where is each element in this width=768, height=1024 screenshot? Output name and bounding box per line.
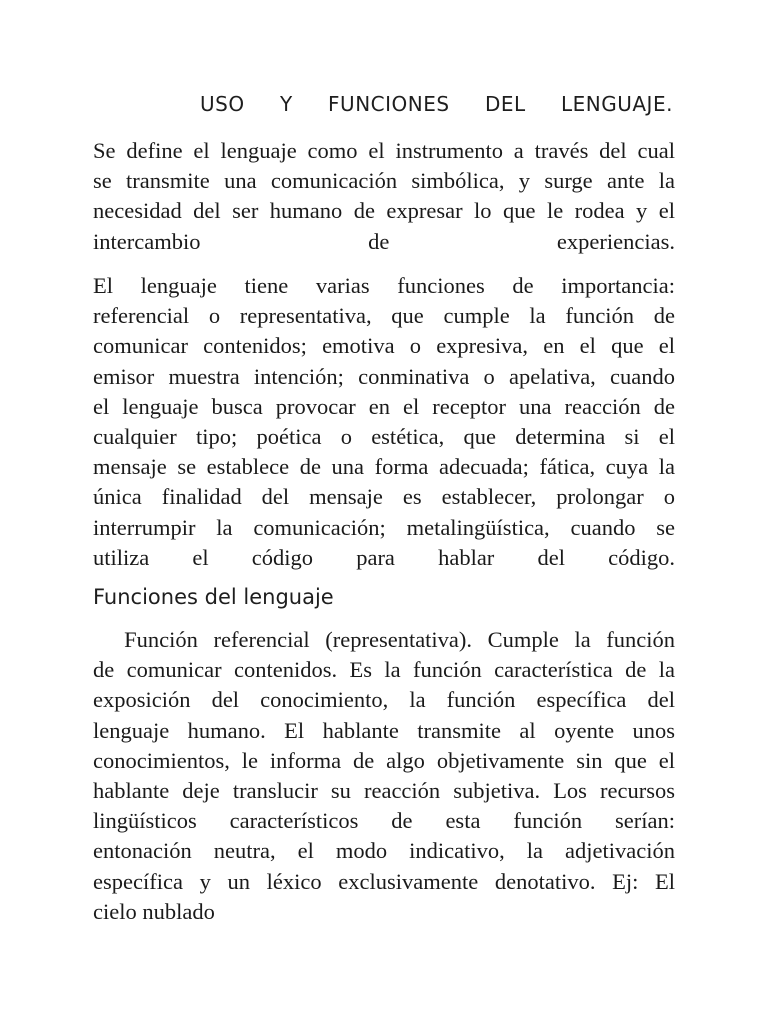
title-word: USO (200, 92, 245, 116)
text-line: entonación neutra, el modo indicativo, la adjetivación (93, 838, 675, 864)
text-line: lenguaje humano. El hablante transmite al oyente unos (93, 717, 675, 743)
text-line: Se define el lenguaje como el instrumento a través del cual (93, 138, 675, 163)
text-line: conocimientos, le informa de algo objetivamente sin que el (93, 747, 675, 773)
text-line: El lenguaje tiene varias funciones de importancia: (93, 273, 675, 298)
section-heading: Funciones del lenguaje (93, 585, 334, 609)
text-line: el lenguaje busca provocar en el receptor una reacción de (93, 393, 675, 419)
text-line: intercambio de experiencias. (93, 228, 675, 254)
text-line: única finalidad del mensaje es establecer, prolongar o (93, 484, 675, 510)
text-line: lingüísticos característicos de esta función serían: (93, 808, 675, 834)
text-line: específica y un léxico exclusivamente denotativo. Ej: El (93, 868, 675, 894)
paragraph-referential-function (93, 625, 675, 927)
text-line: emisor muestra intención; conminativa o apelativa, cuando (93, 363, 675, 389)
text-line: utiliza el código para hablar del código. (93, 544, 675, 570)
text-line: Función referencial (representativa). Cumple la función (93, 627, 675, 652)
text-line: referencial o representativa, que cumple la función de (93, 303, 675, 329)
text-line: cielo nublado (93, 898, 215, 924)
text-line: interrumpir la comunicación; metalingüística, cuando se (93, 514, 675, 540)
text-line: comunicar contenidos; emotiva o expresiva, en el que el (93, 333, 675, 359)
text-line: cualquier tipo; poética o estética, que determina si el (93, 423, 675, 449)
title-word: LENGUAJE. (561, 92, 673, 116)
text-line: hablante deje translucir su reacción subjetiva. Los recursos (93, 777, 675, 803)
text-line: de comunicar contenidos. Es la función característica de la (93, 657, 675, 683)
paragraph-definition (93, 136, 675, 257)
title-word: FUNCIONES (328, 92, 450, 116)
text-line: necesidad del ser humano de expresar lo que le rodea y el (93, 198, 675, 224)
text-line: mensaje se establece de una forma adecuada; fática, cuya la (93, 454, 675, 480)
text-line: exposición del conocimiento, la función específica del (93, 687, 675, 713)
paragraph-functions-overview (93, 271, 675, 573)
text-line: se transmite una comunicación simbólica, y surge ante la (93, 168, 675, 194)
title-word: DEL (484, 92, 526, 116)
document-title (200, 88, 673, 120)
title-word: Y (279, 92, 293, 116)
